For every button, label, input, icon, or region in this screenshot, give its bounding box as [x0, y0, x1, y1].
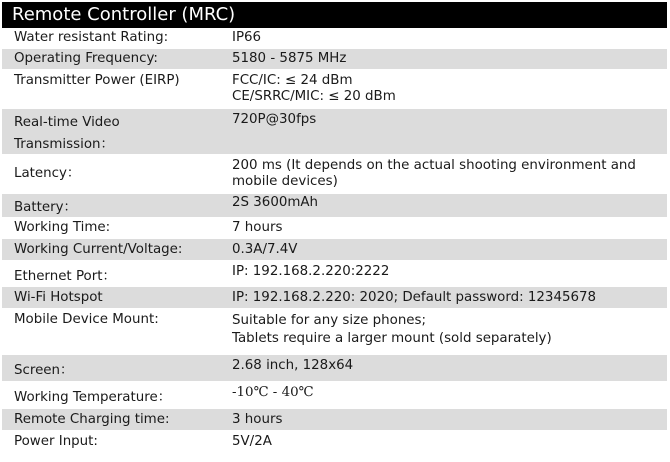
spec-value-line: 5V/2A	[232, 434, 272, 449]
table-title: Remote Controller (MRC)	[2, 2, 667, 28]
spec-value	[220, 28, 667, 48]
spec-row-wifi-hotspot	[2, 287, 667, 309]
spec-value-line: IP: 192.168.2.220:2222	[232, 264, 390, 279]
spec-row-transmitter-power	[2, 70, 667, 109]
spec-label-line: Real-time Video	[14, 115, 120, 130]
spec-value	[220, 287, 667, 308]
spec-value	[220, 309, 667, 354]
spec-value-line: 720P@30fps	[232, 112, 317, 127]
spec-value-line: IP: 192.168.2.220: 2020; Default password: 12345678	[232, 290, 597, 305]
spec-value-line: FCC/IC: ≤ 24 dBm	[232, 73, 353, 88]
spec-row-ethernet-port	[2, 261, 667, 287]
spec-label: Wi-Fi Hotspot	[14, 290, 103, 305]
spec-value-line: 0.3A/7.4V	[232, 242, 298, 257]
spec-row-water-resistant	[2, 28, 667, 49]
spec-value-line: IP66	[232, 30, 262, 45]
spec-row-operating-frequency	[2, 49, 667, 70]
spec-value	[220, 194, 667, 217]
spec-label: Working Time:	[14, 220, 111, 235]
spec-value-line: 5180 - 5875 MHz	[232, 51, 347, 66]
spec-value	[220, 261, 667, 286]
spec-table	[2, 2, 667, 453]
spec-row-video-transmission	[2, 109, 667, 155]
spec-label: Screen：	[14, 363, 74, 378]
spec-label: Mobile Device Mount:	[14, 312, 159, 327]
spec-value-line: 200 ms (It depends on the actual shooting environment and	[232, 158, 636, 173]
spec-value-line: 2.68 inch, 128x64	[232, 358, 354, 373]
spec-value	[220, 431, 667, 452]
spec-value	[220, 155, 667, 193]
spec-value-line: Tablets require a larger mount (sold separately)	[232, 331, 552, 346]
spec-label: Remote Charging time:	[14, 412, 170, 427]
spec-value	[220, 355, 667, 381]
spec-value	[220, 382, 667, 408]
spec-value-line: 2S 3600mAh	[232, 195, 319, 210]
spec-value-line: 3 hours	[232, 412, 283, 427]
spec-row-charging-time	[2, 409, 667, 431]
spec-label: Transmitter Power (EIRP)	[14, 73, 180, 88]
spec-row-working-time	[2, 218, 667, 239]
spec-label: Power Input:	[14, 434, 98, 449]
spec-value	[220, 218, 667, 238]
spec-label: Working Current/Voltage:	[14, 242, 183, 257]
spec-value-line: 7 hours	[232, 220, 283, 235]
spec-row-mobile-mount	[2, 309, 667, 355]
spec-value	[220, 70, 667, 108]
spec-label-line: Transmission：	[14, 137, 114, 152]
spec-value	[220, 109, 667, 154]
spec-value	[220, 239, 667, 260]
spec-value-line: -10℃ - 40℃	[232, 385, 314, 400]
spec-value	[220, 49, 667, 69]
spec-row-latency	[2, 155, 667, 194]
spec-value	[220, 409, 667, 430]
spec-label	[2, 109, 220, 154]
spec-value-line: CE/SRRC/MIC: ≤ 20 dBm	[232, 89, 396, 104]
spec-row-power-input	[2, 431, 667, 453]
spec-row-battery	[2, 194, 667, 218]
spec-label: Ethernet Port：	[14, 269, 116, 284]
spec-label: Working Temperature：	[14, 390, 172, 405]
spec-label: Water resistant Rating:	[14, 30, 169, 45]
spec-label: Latency：	[14, 166, 81, 181]
spec-label: Operating Frequency:	[14, 51, 158, 66]
spec-label: Battery：	[14, 200, 77, 215]
spec-row-working-temperature	[2, 382, 667, 409]
spec-value-line: Suitable for any size phones;	[232, 313, 427, 328]
spec-row-screen	[2, 355, 667, 382]
spec-row-current-voltage	[2, 239, 667, 261]
spec-value-line: mobile devices)	[232, 174, 338, 189]
